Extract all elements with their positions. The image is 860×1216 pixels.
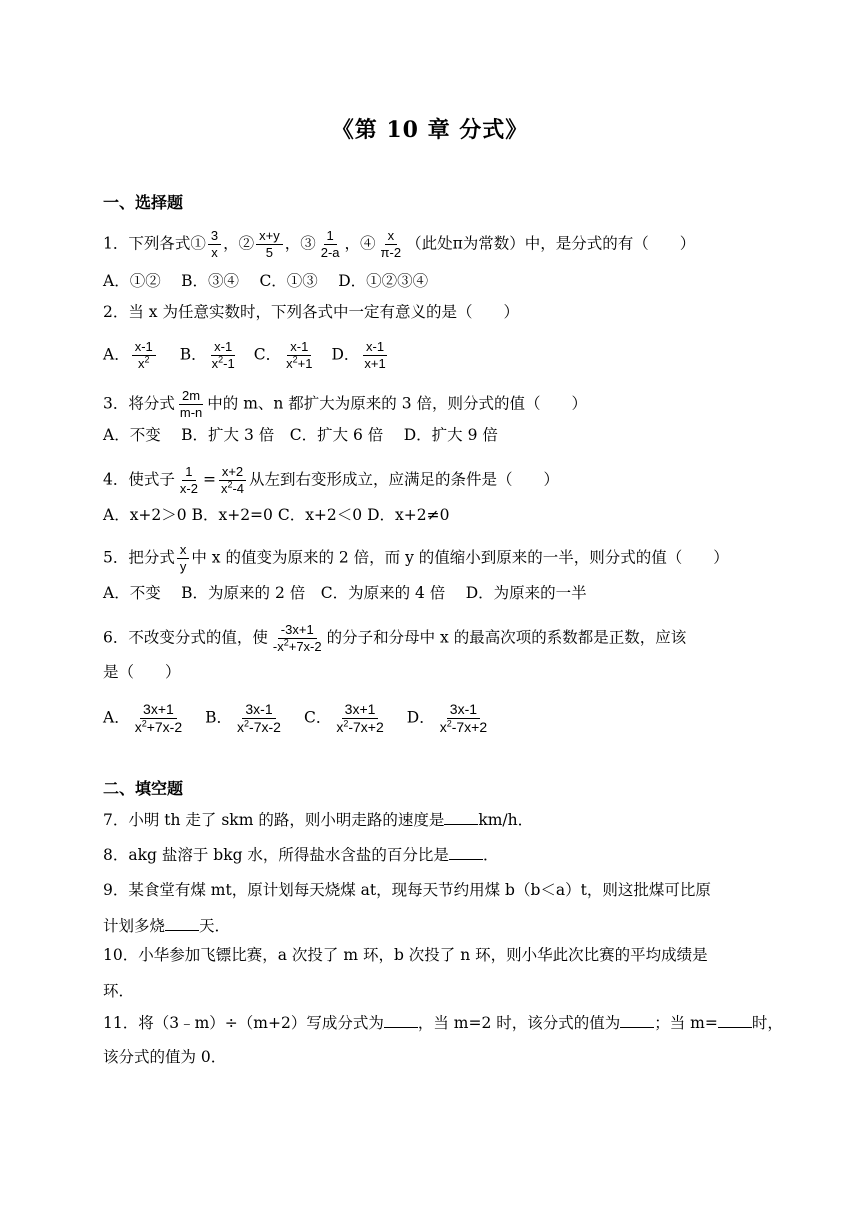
- denominator: [209, 356, 238, 372]
- q5-options: A．不变 B．为原来的 2 倍 C．为原来的 4 倍 D．为原来的一半: [103, 584, 587, 602]
- den-base: x: [134, 719, 142, 735]
- denominator: π-2: [380, 245, 402, 260]
- den-rest: -4: [232, 481, 245, 496]
- denominator: [283, 356, 315, 372]
- question-6: [103, 622, 760, 655]
- denominator: [218, 481, 247, 497]
- fraction: [234, 701, 284, 736]
- q1-sep: ，②: [223, 234, 255, 253]
- q4-options: A．x+2＞0 B．x+2=0 C．x+2＜0 D．x+2≠0: [103, 506, 450, 524]
- fraction: [437, 701, 490, 736]
- denominator: [437, 719, 490, 736]
- numerator: 3x-1: [242, 701, 275, 719]
- q3-options: A．不变 B．扩大 3 倍 C．扩大 6 倍 D．扩大 9 倍: [103, 426, 498, 444]
- q3-prefix: 3．将分式: [103, 394, 175, 413]
- question-1: [103, 228, 760, 261]
- numerator: 3x+1: [342, 701, 379, 719]
- q4-suffix: 从左到右变形成立，应满足的条件是（ ）: [249, 470, 560, 489]
- numerator: x+y: [256, 228, 283, 245]
- fraction: [177, 542, 190, 575]
- den-base: x: [336, 719, 344, 735]
- option-label: A．: [103, 345, 130, 364]
- answer-blank[interactable]: [718, 1013, 752, 1028]
- numerator: -3x+1: [278, 622, 317, 639]
- exponent: 2: [218, 354, 224, 365]
- q1-sep: ，④: [344, 234, 376, 253]
- numerator: 1: [324, 228, 337, 245]
- answer-blank[interactable]: [384, 1013, 418, 1028]
- q7-unit: km/h．: [478, 811, 534, 829]
- question-2: 2．当 x 为任意实数时，下列各式中一定有意义的是（ ）: [103, 303, 519, 321]
- section-heading-choice: 一、选择题: [103, 193, 184, 212]
- q6-prefix: 6．不改变分式的值，使: [103, 628, 268, 647]
- section-heading-fill: 二、填空题: [103, 779, 184, 798]
- q1-options: A．①② B．③④ C．①③ D．①②③④: [103, 272, 429, 290]
- q9-line2: [103, 916, 760, 936]
- q7-text: 7．小明 th 走了 skm 的路，则小明走路的速度是: [103, 811, 445, 829]
- fraction: [361, 339, 388, 372]
- den-base: x: [439, 719, 447, 735]
- den-base: x: [286, 356, 293, 371]
- question-8: [103, 845, 760, 865]
- numerator: x-1: [287, 339, 311, 356]
- q6-line2: 是（ ）: [103, 663, 181, 681]
- q10-line2: 环．: [103, 982, 135, 1000]
- numerator: x-1: [363, 339, 387, 356]
- question-9: 9．某食堂有煤 mt，原计划每天烧煤 at，现每天节约用煤 b（b＜a）t，则这批煤可比原: [103, 881, 711, 899]
- exponent: 2: [292, 354, 298, 365]
- q9-text: 计划多烧: [103, 917, 166, 935]
- fraction: [177, 464, 201, 497]
- exponent: 2: [227, 479, 233, 490]
- q2-options: [103, 339, 760, 372]
- q5-prefix: 5．把分式: [103, 548, 175, 567]
- numerator: 3: [208, 228, 221, 245]
- question-11: [103, 1013, 783, 1033]
- denominator: y: [179, 559, 187, 574]
- question-7: [103, 810, 760, 830]
- q1-prefix: 1．下列各式①: [103, 234, 206, 253]
- option-label: A．: [103, 708, 130, 727]
- denominator: [270, 639, 325, 655]
- q9-end: 天．: [199, 917, 231, 935]
- denominator: [234, 719, 284, 736]
- numerator: x-1: [211, 339, 235, 356]
- q11-text: ，当 m=2 时，该分式的值为: [417, 1014, 621, 1032]
- option-label: B．: [205, 708, 233, 727]
- fraction: [378, 228, 405, 261]
- fraction: [333, 701, 386, 736]
- numerator: x: [177, 542, 190, 559]
- numerator: 3x-1: [447, 701, 480, 719]
- option-label: C．: [303, 708, 332, 727]
- q4-prefix: 4．使式子: [103, 470, 175, 489]
- fraction: [208, 228, 221, 261]
- q11-text: 11．将（3﹣m）÷（m+2）写成分式为: [103, 1014, 384, 1032]
- den-rest: +1: [297, 356, 313, 371]
- denominator: x-2: [179, 481, 198, 496]
- q11-text: ；当 m=: [654, 1014, 718, 1032]
- q1-sep: ，③: [284, 234, 316, 253]
- den-rest: +7x-2: [288, 639, 322, 654]
- q6-options: [103, 701, 760, 736]
- numerator: 2m: [179, 388, 203, 405]
- answer-blank[interactable]: [449, 845, 483, 860]
- den-base: -x: [272, 639, 284, 654]
- option-label: B．: [179, 345, 207, 364]
- den-base: x: [211, 356, 219, 371]
- numerator: x: [385, 228, 398, 245]
- fraction: [318, 228, 343, 261]
- q6-suffix: 的分子和分母中 x 的最高次项的系数都是正数，应该: [326, 628, 687, 647]
- den-rest: -1: [223, 356, 235, 371]
- denominator: [135, 356, 153, 372]
- exponent: 2: [144, 354, 150, 365]
- fraction: [132, 339, 156, 372]
- q11-text: 时，: [751, 1014, 783, 1032]
- question-4: [103, 464, 760, 497]
- q1-suffix: （此处π为常数）中，是分式的有（ ）: [406, 234, 696, 253]
- q3-suffix: 中的 m、n 都扩大为原来的 3 倍，则分式的值（ ）: [207, 394, 588, 413]
- numerator: 1: [182, 464, 195, 481]
- fraction: [218, 464, 247, 497]
- den-rest: +7x-2: [146, 719, 183, 735]
- question-5: [103, 542, 760, 575]
- numerator: 3x+1: [140, 701, 177, 719]
- den-rest: -7x+2: [348, 719, 384, 735]
- fraction: [256, 228, 283, 261]
- denominator: x: [211, 245, 218, 260]
- question-3: [103, 388, 760, 421]
- den-rest: -7x+2: [451, 719, 488, 735]
- answer-blank[interactable]: [444, 810, 478, 825]
- q5-suffix: 中 x 的值变为原来的 2 倍，而 y 的值缩小到原来的一半，则分式的值（ ）: [191, 548, 729, 567]
- den-base: x: [237, 719, 245, 735]
- den-base: x: [137, 356, 145, 371]
- answer-blank[interactable]: [620, 1013, 654, 1028]
- q11-line2: 该分式的值为 0．: [103, 1048, 227, 1066]
- q8-text: 8．akg 盐溶于 bkg 水，所得盐水含盐的百分比是: [103, 846, 449, 864]
- exponent: 2: [244, 718, 250, 729]
- equals-sign: =: [202, 470, 216, 489]
- option-label: C．: [253, 345, 282, 364]
- denominator: x+1: [364, 356, 386, 371]
- exponent: 2: [141, 718, 147, 729]
- exponent: 2: [446, 718, 452, 729]
- fraction: [177, 388, 205, 421]
- page-title: 《第 10 章 分式》: [331, 117, 529, 143]
- denominator: [333, 719, 386, 736]
- exponent: 2: [283, 637, 289, 648]
- numerator: x+2: [219, 464, 246, 481]
- question-10: 10．小华参加飞镖比赛，a 次投了 m 环，b 次投了 n 环，则小华此次比赛的平均成绩是: [103, 946, 708, 964]
- fraction: [209, 339, 238, 372]
- fraction: [270, 622, 325, 655]
- denominator: 2-a: [320, 245, 340, 260]
- option-label: D．: [406, 708, 435, 727]
- numerator: x-1: [132, 339, 156, 356]
- fraction: [132, 701, 185, 736]
- fraction: [283, 339, 315, 372]
- answer-blank[interactable]: [165, 916, 199, 931]
- option-label: D．: [331, 345, 360, 364]
- q8-end: ．: [482, 846, 499, 864]
- exponent: 2: [343, 718, 349, 729]
- den-base: x: [220, 481, 228, 496]
- denominator: [132, 719, 185, 736]
- denominator: m-n: [179, 405, 203, 420]
- denominator: 5: [265, 245, 274, 260]
- den-rest: -7x-2: [249, 719, 281, 735]
